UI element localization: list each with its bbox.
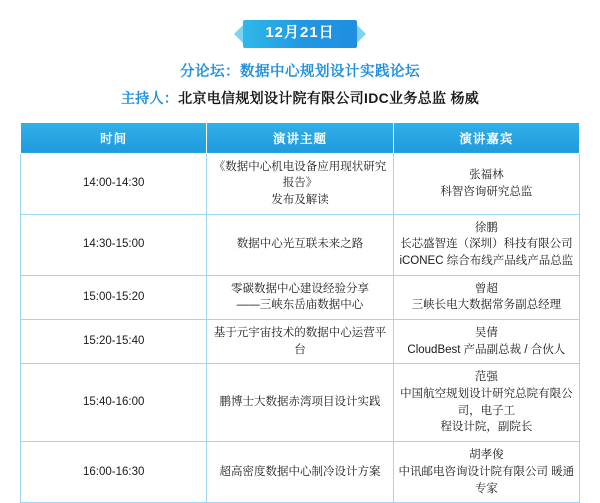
row-guest — [393, 442, 579, 503]
row-topic-line2: ——三峡东岳庙数据中心 — [236, 299, 364, 312]
row-topic-line1: 基于元宇宙技术的数据中心运营平台 — [213, 327, 387, 356]
row-topic-line1: 鹏博士大数据赤湾项目设计实践 — [219, 396, 381, 409]
row-guest-title-2: iCONEC 综合布线产品线产品总监 — [399, 255, 574, 268]
row-time: 15:20-15:40 — [21, 320, 207, 364]
subforum-title: 分论坛：数据中心规划设计实践论坛 — [180, 63, 420, 80]
row-guest-title: 中讯邮电咨询设计院有限公司 暖通专家 — [398, 465, 575, 495]
row-guest-name: 吴倩 — [474, 327, 498, 340]
row-guest-name: 徐鹏 — [474, 221, 498, 234]
row-topic — [207, 214, 393, 275]
row-topic — [207, 275, 393, 319]
row-time: 16:00-16:30 — [21, 442, 207, 503]
row-topic — [207, 364, 393, 442]
row-topic — [207, 442, 393, 503]
row-guest-title: CloudBest 产品副总裁 / 合伙人 — [407, 343, 566, 356]
row-time: 14:30-15:00 — [21, 214, 207, 275]
column-header-time: 时间 — [21, 122, 207, 153]
table-row — [21, 153, 580, 214]
row-guest — [393, 275, 579, 319]
agenda-table-body — [21, 153, 580, 502]
row-topic — [207, 153, 393, 214]
date-banner: 12月21日 — [243, 20, 356, 48]
host-value: 北京电信规划设计院有限公司IDC业务总监 杨威 — [178, 89, 480, 106]
row-topic-line1: 数据中心光互联未来之路 — [236, 238, 364, 251]
host-label: 主持人： — [120, 89, 179, 106]
row-guest-title: 中国航空规划设计研究总院有限公司，电子工 — [400, 388, 573, 417]
row-guest-title-2: 程设计院，副院长 — [440, 421, 533, 434]
table-row — [21, 275, 580, 319]
agenda-table — [20, 122, 580, 503]
table-row — [21, 320, 580, 364]
table-row — [21, 364, 580, 442]
table-header-row — [21, 122, 580, 153]
row-guest — [393, 214, 579, 275]
row-guest-name: 曾超 — [474, 282, 498, 295]
row-topic-line1: 零碳数据中心建设经验分享 — [230, 282, 369, 295]
row-topic-line2: 发布及解读 — [271, 194, 329, 207]
row-guest — [393, 364, 579, 442]
agenda-table-head — [21, 122, 580, 153]
host-line — [0, 88, 600, 108]
row-guest-name: 范强 — [474, 371, 498, 384]
row-topic-line1: 超高密度数据中心制冷设计方案 — [219, 465, 381, 478]
row-time: 15:00-15:20 — [21, 275, 207, 319]
row-topic — [207, 320, 393, 364]
row-guest-name: 胡孝俊 — [469, 449, 504, 462]
row-time: 15:40-16:00 — [21, 364, 207, 442]
agenda-table-container — [20, 122, 580, 503]
row-guest-title: 科智咨询研究总监 — [440, 185, 533, 198]
row-topic-line1: 《数据中心机电设备应用现状研究报告》 — [213, 160, 387, 190]
row-guest — [393, 320, 579, 364]
table-row — [21, 214, 580, 275]
date-banner-container — [0, 0, 600, 48]
row-guest-title: 长芯盛智连（深圳）科技有限公司 — [400, 238, 573, 251]
row-time: 14:00-14:30 — [21, 153, 207, 214]
row-guest-title: 三峡长电大数据常务副总经理 — [411, 299, 562, 312]
row-guest-name: 张福林 — [469, 169, 504, 182]
column-header-topic: 演讲主题 — [207, 122, 393, 153]
column-header-guest: 演讲嘉宾 — [393, 122, 579, 153]
row-guest — [393, 153, 579, 214]
table-row — [21, 442, 580, 503]
